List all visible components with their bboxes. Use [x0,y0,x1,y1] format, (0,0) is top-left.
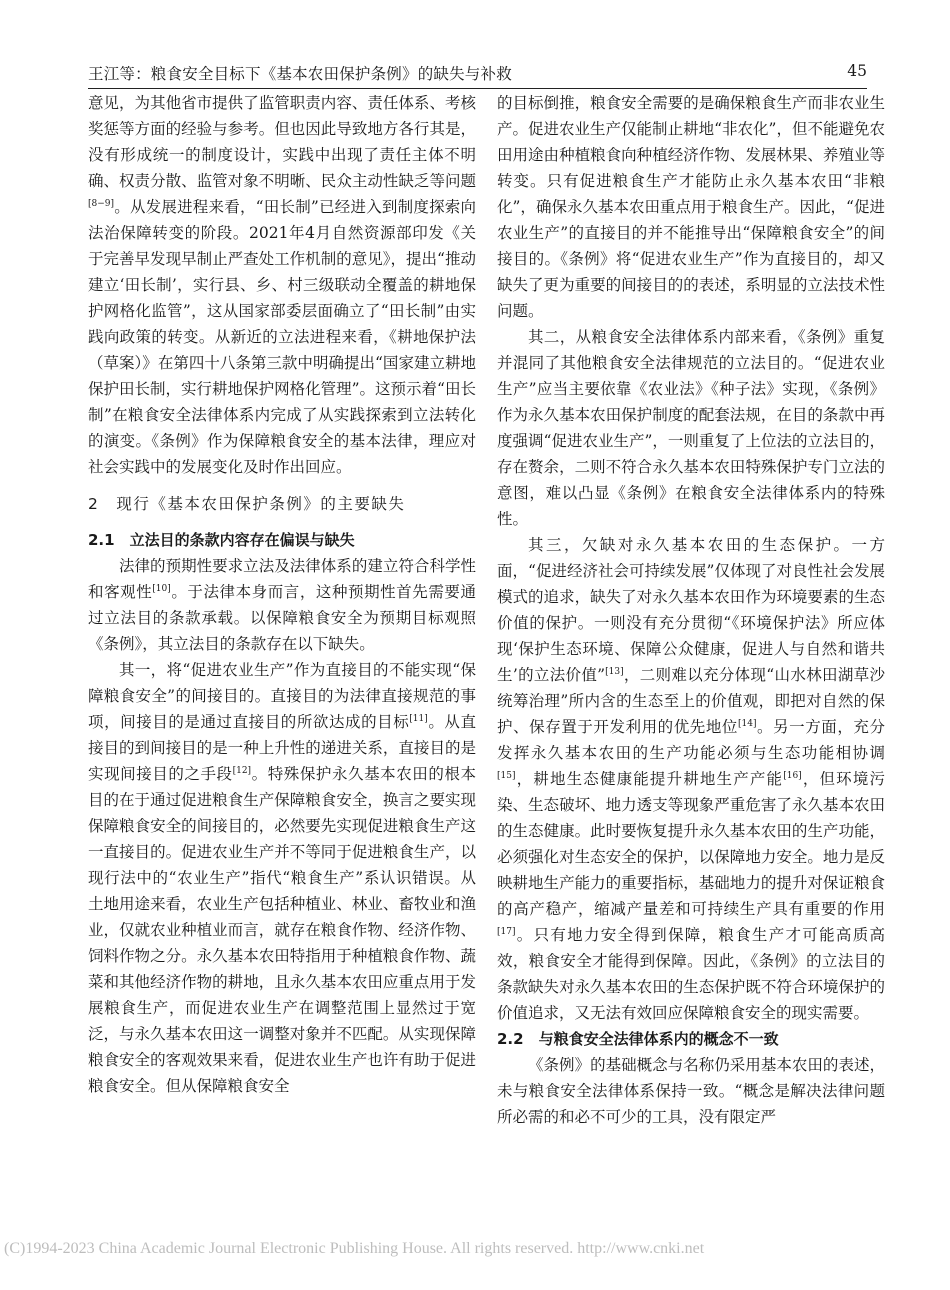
section-heading-2: 2 现行《基本农田保护条例》的主要缺失 [88,495,406,513]
paragraph-text: 其三，欠缺对永久基本农田的生态保护。一方面，“促进经济社会可持续发展”仅体现了对良性社会发展模式的追求，缺失了对永久基本农田作为环境要素的生态价值的保护。一则没有充分贯彻“《环境保护法》所应体现‘保护生态环境、保障公众健康，促进人与自然和谐共生’的立法价值” [497,536,885,684]
paragraph-text: ，二则难以充分体现“山水林田湖草沙统筹治理”所内含的生态至上的价值观，即把对自然的保护、保存置于开发利用的优先地位 [497,666,885,736]
paragraph-text: 法律的预期性要求立法及法律体系的建立符合科学性和客观性 [88,557,476,601]
paragraph: 《条例》的基础概念与名称仍采用基本农田的表述，未与粮食安全法律体系保持一致。“概念是解决法律问题所必需的和必不可少的工具，没有限定严 [497,1056,885,1126]
paragraph-text: 。从发展进程来看，“田长制”已经进入到制度探索向法治保障转变的阶段。2021年4月自然资源部印发《关于完善早发现早制止严查处工作机制的意见》，提出“推动建立‘田长制’，实行县、乡、村三级联动全覆盖的耕地保护网格化监管”，这从国家部委层面确立了“田长制”由实践向政策的转变。从新近的立法进程来看，《耕地保护法（草案）》在第四十八条第三款中明确提出“国家建立耕地保护田长制，实行耕地保护网格化管理”。这预示着“田长制”在粮食安全法律体系内完成了从实践探索到立法转化的演变。《条例》作为保障粮食安全的基本法律，理应对社会实践中的发展变化及时作出回应。 [88,198,476,476]
citation: [17] [497,927,516,937]
paragraph: 其二，从粮食安全法律体系内部来看，《条例》重复并混同了其他粮食安全法律规范的立法目的。“促进农业生产”应当主要依靠《农业法》《种子法》实现，《条例》作为永久基本农田保护制度的配套法规，在目的条款中再度强调“促进农业生产”，一则重复了上位法的立法目的，存在赘余，二则不符合永久基本农田特殊保护专门立法的意图，难以凸显《条例》在粮食安全法律体系内的特殊性。 [497,328,885,528]
paragraph-text: 。另一方面，充分发挥永久基本农田的生产功能必须与生态功能相协调 [497,718,885,762]
citation: [10] [152,584,171,594]
citation: [13] [605,667,624,677]
paragraph-text: 意见，为其他省市提供了监管职责内容、责任体系、考核奖惩等方面的经验与参考。但也因此导致地方各行其是，没有形成统一的制度设计，实践中出现了责任主体不明确、权责分散、监管对象不明晰、民众主动性缺乏等问题 [88,94,476,190]
paragraph-text: 。从直接目的到间接目的是一种上升性的递进关系，直接目的是实现间接目的之手段 [88,713,476,783]
paragraph [88,553,476,657]
paragraph-text: 。特殊保护永久基本农田的根本目的在于通过促进粮食生产保障粮食安全，换言之要实现保障粮食安全的间接目的，必然要先实现促进粮食生产这一直接目的。促进农业生产并不等同于促进粮食生产，以现行法中的“农业生产”指代“粮食生产”系认识错误。从土地用途来看，农业生产包括种植业、林业、畜牧业和渔业，仅就农业种植业而言，就存在粮食作物、经济作物、饲料作物之分。永久基本农田特指用于种植粮食作物、蔬菜和其他经济作物的耕地，且永久基本农田应重点用于发展粮食生产，而促进农业生产在调整范围上显然过于宽泛，与永久基本农田这一调整对象并不匹配。从实现保障粮食安全的客观效果来看，促进农业生产也许有助于促进粮食安全。但从保障粮食安全 [88,765,476,1095]
citation: [14] [737,719,757,729]
citation: [8−9] [88,199,115,209]
paragraph-text: ，但环境污染、生态破坏、地力透支等现象严重危害了永久基本农田的生态健康。此时要恢复提升永久基本农田的生产功能，必须强化对生态安全的保护，以保障地力安全。地力是反映耕地生产能力的重要指标，基础地力的提升对保证粮食的高产稳产，缩减产量差和可持续生产具有重要的作用 [497,770,885,918]
subsection-heading-2-2: 2.2 与粮食安全法律体系内的概念不一致 [497,1030,779,1048]
paragraph-text: 。只有地力安全得到保障，粮食生产才可能高质高效，粮食安全才能得到保障。因此，《条例》的立法目的条款缺失对永久基本农田的生态保护既不符合环境保护的价值追求，又无法有效回应保障粮食安全的现实需要。 [497,926,885,1022]
right-column [497,90,885,1130]
citation: [12] [232,766,252,776]
paragraph-text: 。于法律本身而言，这种预期性首先需要通过立法目的条款承载。以保障粮食安全为预期目标观照《条例》，其立法目的条款存在以下缺失。 [88,583,476,653]
running-title: 王江等：粮食安全目标下《基本农田保护条例》的缺失与补救 [88,65,512,83]
citation: [16] [783,771,802,781]
paragraph-text: ，耕地生态健康能提升耕地生产产能 [515,770,784,788]
paragraph-continued: 的目标倒推，粮食安全需要的是确保粮食生产而非农业生产。促进农业生产仅能制止耕地“非农化”，但不能避免农田用途由种植粮食向种植经济作物、发展林果、养殖业等转变。只有促进粮食生产才能防止永久基本农田“非粮化”，确保永久基本农田重点用于粮食生产。因此，“促进农业生产”的直接目的并不能推导出“保障粮食安全”的间接目的。《条例》将“促进农业生产”作为直接目的，却又缺失了更为重要的间接目的的表述，系明显的立法技术性问题。 [497,94,885,320]
running-header [88,58,867,89]
left-column [88,90,476,1099]
page-number: 45 [847,62,867,80]
paragraph [88,657,476,1099]
citation: [11] [409,714,428,724]
paragraph [497,532,885,1026]
citation: [15] [497,771,516,781]
subsection-heading-2-1: 2.1 立法目的条款内容存在偏误与缺失 [88,531,355,549]
paragraph-text: 其一，将“促进农业生产”作为直接目的不能实现“保障粮食安全”的间接目的。直接目的为法律直接规范的事项，间接目的是通过直接目的所欲达成的目标 [88,661,476,731]
copyright-footer: (C)1994-2023 China Academic Journal Electronic Publishing House. All rights reserved. http://www.cnki.net [4,1240,705,1257]
paragraph-continued [88,90,476,480]
